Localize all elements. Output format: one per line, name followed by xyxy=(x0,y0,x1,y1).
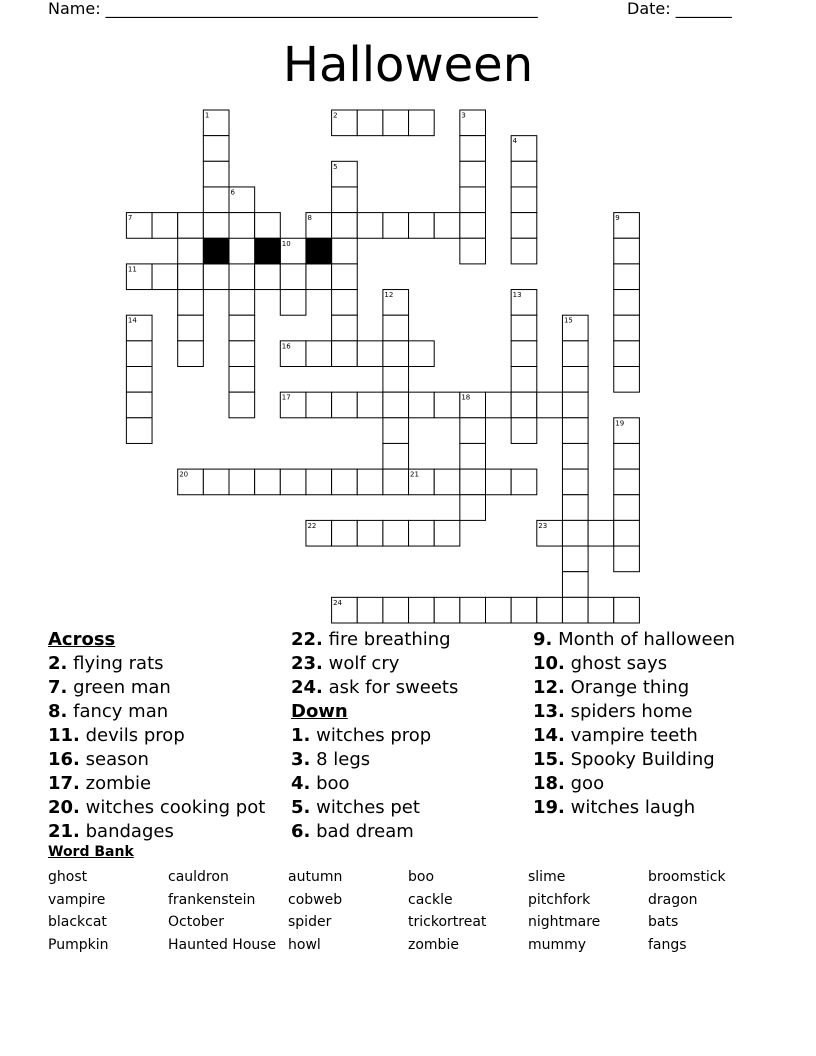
clue-item xyxy=(48,772,265,796)
grid-cell[interactable] xyxy=(178,315,204,341)
cell-number: 5 xyxy=(333,162,338,171)
grid-cell[interactable] xyxy=(383,367,409,393)
clue-text: season xyxy=(85,749,149,770)
clue-number: 22. xyxy=(291,629,323,650)
grid-cell[interactable] xyxy=(357,341,383,367)
clue-number: 4. xyxy=(291,773,311,794)
clue-number: 18. xyxy=(533,773,565,794)
clue-number: 24. xyxy=(291,677,323,698)
grid-cell[interactable] xyxy=(614,341,640,367)
puzzle-title: Halloween xyxy=(282,37,534,93)
grid-cell[interactable] xyxy=(614,520,640,546)
word-bank-word: cackle xyxy=(408,892,453,908)
cell-number: 6 xyxy=(230,188,235,197)
clue-text: 8 legs xyxy=(316,749,371,770)
grid-cell[interactable] xyxy=(562,597,588,623)
grid-cell[interactable] xyxy=(203,187,229,213)
word-bank-word: autumn xyxy=(288,869,343,885)
grid-cell[interactable] xyxy=(537,392,563,418)
clue-text: Orange thing xyxy=(570,677,690,698)
clue-number: 7. xyxy=(48,677,68,698)
grid-cell[interactable] xyxy=(486,392,512,418)
grid-cell[interactable] xyxy=(306,469,332,495)
grid-cell[interactable] xyxy=(203,469,229,495)
grid-cell[interactable] xyxy=(409,520,435,546)
grid-cell[interactable] xyxy=(434,213,460,239)
clue-text: fire breathing xyxy=(328,629,451,650)
grid-cell[interactable] xyxy=(229,392,255,418)
word-bank-word: Pumpkin xyxy=(48,937,109,953)
word-bank-word: boo xyxy=(408,869,435,885)
grid-cell[interactable] xyxy=(229,469,255,495)
grid-cell[interactable] xyxy=(588,597,614,623)
grid-cell[interactable] xyxy=(229,315,255,341)
grid-cell[interactable] xyxy=(306,341,332,367)
clue-text: bad dream xyxy=(316,821,414,842)
grid-cell[interactable] xyxy=(562,546,588,572)
across-heading: Across xyxy=(48,629,116,650)
grid-cell[interactable] xyxy=(409,213,435,239)
cell-number: 10 xyxy=(281,239,291,248)
clue-number: 11. xyxy=(48,725,80,746)
grid-cell[interactable] xyxy=(332,187,358,213)
grid-cell[interactable] xyxy=(562,520,588,546)
black-cell xyxy=(255,238,281,264)
cell-number: 16 xyxy=(281,342,291,351)
grid-cell[interactable] xyxy=(614,264,640,290)
grid-cell[interactable] xyxy=(203,136,229,162)
grid-cell[interactable] xyxy=(332,520,358,546)
grid-cell[interactable] xyxy=(486,597,512,623)
grid-cell[interactable] xyxy=(229,264,255,290)
grid-cell[interactable] xyxy=(357,520,383,546)
grid-cell[interactable] xyxy=(434,392,460,418)
grid-cell[interactable] xyxy=(614,597,640,623)
grid-cell[interactable] xyxy=(126,341,152,367)
clue-item xyxy=(533,724,735,748)
grid-cell[interactable] xyxy=(203,264,229,290)
cell-number: 19 xyxy=(615,419,625,428)
clue-text: zombie xyxy=(85,773,152,794)
word-bank-word: nightmare xyxy=(528,914,601,930)
grid-cell[interactable] xyxy=(332,213,358,239)
clue-item xyxy=(48,700,265,724)
clue-text: flying rats xyxy=(73,653,164,674)
word-bank-word: mummy xyxy=(528,937,587,953)
grid-cell[interactable] xyxy=(357,110,383,136)
grid-cell[interactable] xyxy=(460,136,486,162)
clue-item xyxy=(533,652,735,676)
cell-number: 14 xyxy=(127,316,137,325)
grid-cell[interactable] xyxy=(511,187,537,213)
word-bank-word: spider xyxy=(288,914,332,930)
clue-text: fancy man xyxy=(73,701,169,722)
clue-number: 12. xyxy=(533,677,565,698)
grid-cell[interactable] xyxy=(255,469,281,495)
clue-number: 13. xyxy=(533,701,565,722)
clue-number: 6. xyxy=(291,821,311,842)
clue-text: green man xyxy=(73,677,171,698)
word-bank-word: Haunted House xyxy=(168,937,277,953)
clue-text: Spooky Building xyxy=(570,749,715,770)
grid-cell[interactable] xyxy=(614,367,640,393)
name-field-label: Name: ______________________________________________________ xyxy=(48,0,538,18)
black-cell xyxy=(203,238,229,264)
clue-text: ask for sweets xyxy=(328,677,459,698)
grid-cell[interactable] xyxy=(306,392,332,418)
grid-cell[interactable] xyxy=(434,597,460,623)
grid-cell[interactable] xyxy=(511,469,537,495)
clue-text: witches pet xyxy=(316,797,420,818)
grid-cell[interactable] xyxy=(280,290,306,316)
clue-item xyxy=(291,820,458,844)
grid-cell[interactable] xyxy=(460,187,486,213)
cell-number: 24 xyxy=(333,598,343,607)
grid-cell[interactable] xyxy=(614,546,640,572)
grid-cell[interactable] xyxy=(562,418,588,444)
grid-cell[interactable] xyxy=(614,469,640,495)
grid-cell[interactable] xyxy=(357,597,383,623)
cell-number: 4 xyxy=(512,137,518,146)
clue-item xyxy=(291,628,458,652)
grid-cell[interactable] xyxy=(409,597,435,623)
word-bank-word: bats xyxy=(648,914,679,930)
word-bank-word: fangs xyxy=(648,937,687,953)
clue-number: 19. xyxy=(533,797,565,818)
grid-cell[interactable] xyxy=(562,572,588,598)
word-bank-word: cobweb xyxy=(288,892,343,908)
cell-number: 12 xyxy=(384,291,394,300)
cell-number: 18 xyxy=(461,393,471,402)
grid-cell[interactable] xyxy=(614,315,640,341)
clue-item xyxy=(291,772,458,796)
grid-cell[interactable] xyxy=(229,213,255,239)
word-bank-word: October xyxy=(168,914,225,930)
clue-text: ghost says xyxy=(570,653,668,674)
grid-cell[interactable] xyxy=(280,469,306,495)
word-bank-word: zombie xyxy=(408,937,459,953)
word-bank-word: howl xyxy=(288,937,321,953)
word-bank-word: broomstick xyxy=(648,869,726,885)
grid-cell[interactable] xyxy=(562,392,588,418)
grid-cell[interactable] xyxy=(562,367,588,393)
clue-text: devils prop xyxy=(85,725,185,746)
grid-cell[interactable] xyxy=(614,290,640,316)
cell-number: 11 xyxy=(127,265,137,274)
grid-cell[interactable] xyxy=(203,213,229,239)
grid-cell[interactable] xyxy=(614,443,640,469)
grid-cell[interactable] xyxy=(460,597,486,623)
clue-item xyxy=(533,700,735,724)
clue-text: vampire teeth xyxy=(570,725,698,746)
grid-cell[interactable] xyxy=(383,315,409,341)
clue-item xyxy=(48,796,265,820)
clue-number: 5. xyxy=(291,797,311,818)
grid-cell[interactable] xyxy=(511,418,537,444)
grid-cell[interactable] xyxy=(332,315,358,341)
clue-text: witches prop xyxy=(316,725,432,746)
grid-cell[interactable] xyxy=(203,161,229,187)
word-bank-word: ghost xyxy=(48,869,88,885)
cell-number: 9 xyxy=(615,214,620,223)
clue-text: Month of halloween xyxy=(558,629,736,650)
clue-item xyxy=(48,724,265,748)
grid-cell[interactable] xyxy=(280,264,306,290)
grid-cell[interactable] xyxy=(383,110,409,136)
grid-cell[interactable] xyxy=(332,469,358,495)
grid-cell[interactable] xyxy=(434,520,460,546)
grid-cell[interactable] xyxy=(383,392,409,418)
cell-number: 1 xyxy=(204,111,210,120)
clue-number: 8. xyxy=(48,701,68,722)
grid-cell[interactable] xyxy=(537,597,563,623)
clue-text: bandages xyxy=(85,821,174,842)
word-bank-word: pitchfork xyxy=(528,892,591,908)
word-bank-word: vampire xyxy=(48,892,106,908)
grid-cell[interactable] xyxy=(409,392,435,418)
grid-cell[interactable] xyxy=(255,213,281,239)
grid-cell[interactable] xyxy=(460,161,486,187)
word-bank-word: blackcat xyxy=(48,914,107,930)
clue-item xyxy=(291,724,458,748)
grid-cell[interactable] xyxy=(511,597,537,623)
cell-number: 13 xyxy=(512,291,522,300)
grid-cell[interactable] xyxy=(614,495,640,521)
clue-number: 10. xyxy=(533,653,565,674)
clue-item xyxy=(48,820,265,844)
grid-cell[interactable] xyxy=(409,110,435,136)
word-bank-word: dragon xyxy=(648,892,698,908)
grid-cell[interactable] xyxy=(306,264,332,290)
clue-item xyxy=(533,772,735,796)
grid-cell[interactable] xyxy=(178,341,204,367)
word-bank-word: slime xyxy=(528,869,566,885)
grid-cell[interactable] xyxy=(332,264,358,290)
grid-cell[interactable] xyxy=(332,238,358,264)
grid-cell[interactable] xyxy=(562,443,588,469)
grid-cell[interactable] xyxy=(383,418,409,444)
clue-number: 1. xyxy=(291,725,311,746)
clue-item xyxy=(291,652,458,676)
clue-number: 20. xyxy=(48,797,80,818)
clue-item xyxy=(48,652,265,676)
word-bank-word: frankenstein xyxy=(168,892,256,908)
grid-cell[interactable] xyxy=(383,213,409,239)
grid-cell[interactable] xyxy=(460,443,486,469)
grid-cell[interactable] xyxy=(383,520,409,546)
grid-cell[interactable] xyxy=(229,341,255,367)
grid-cell[interactable] xyxy=(511,367,537,393)
grid-cell[interactable] xyxy=(126,418,152,444)
grid-cell[interactable] xyxy=(562,469,588,495)
clue-number: 3. xyxy=(291,749,311,770)
clue-item xyxy=(48,676,265,700)
clue-item xyxy=(48,748,265,772)
clue-text: spiders home xyxy=(570,701,693,722)
clue-text: witches laugh xyxy=(570,797,696,818)
clue-text: witches cooking pot xyxy=(85,797,266,818)
clue-item xyxy=(291,796,458,820)
clue-column-3 xyxy=(533,628,735,820)
clue-item xyxy=(291,748,458,772)
grid-cell[interactable] xyxy=(434,469,460,495)
grid-cell[interactable] xyxy=(255,264,281,290)
clue-number: 2. xyxy=(48,653,68,674)
clue-text: goo xyxy=(570,773,605,794)
grid-cell[interactable] xyxy=(562,495,588,521)
cell-number: 23 xyxy=(538,521,548,530)
grid-cell[interactable] xyxy=(229,367,255,393)
clue-number: 23. xyxy=(291,653,323,674)
cell-number: 3 xyxy=(461,111,466,120)
cell-number: 22 xyxy=(307,521,317,530)
grid-cell[interactable] xyxy=(178,238,204,264)
grid-cell[interactable] xyxy=(332,290,358,316)
grid-cell[interactable] xyxy=(357,469,383,495)
clue-item xyxy=(533,676,735,700)
clue-number: 21. xyxy=(48,821,80,842)
grid-cell[interactable] xyxy=(409,341,435,367)
grid-cell[interactable] xyxy=(460,418,486,444)
grid-cell[interactable] xyxy=(383,469,409,495)
grid-cell[interactable] xyxy=(152,213,178,239)
cell-number: 21 xyxy=(410,470,419,479)
cell-number: 8 xyxy=(307,214,312,223)
grid-cell[interactable] xyxy=(460,469,486,495)
grid-cell[interactable] xyxy=(229,290,255,316)
grid-cell[interactable] xyxy=(178,264,204,290)
grid-cell[interactable] xyxy=(178,290,204,316)
grid-cell[interactable] xyxy=(486,469,512,495)
cell-number: 7 xyxy=(127,214,133,223)
clue-text: wolf cry xyxy=(328,653,400,674)
cell-number: 15 xyxy=(563,316,573,325)
grid-cell[interactable] xyxy=(332,392,358,418)
grid-cell[interactable] xyxy=(332,341,358,367)
grid-cell[interactable] xyxy=(588,520,614,546)
grid-cell[interactable] xyxy=(357,392,383,418)
clue-number: 9. xyxy=(533,629,553,650)
grid-cell[interactable] xyxy=(460,238,486,264)
grid-cell[interactable] xyxy=(383,597,409,623)
down-heading: Down xyxy=(291,701,348,722)
grid-cell[interactable] xyxy=(460,213,486,239)
grid-cell[interactable] xyxy=(357,213,383,239)
grid-cell[interactable] xyxy=(383,443,409,469)
grid-cell[interactable] xyxy=(460,495,486,521)
cell-number: 2 xyxy=(333,111,338,120)
grid-cell[interactable] xyxy=(383,341,409,367)
grid-cell[interactable] xyxy=(511,213,537,239)
grid-cell[interactable] xyxy=(511,238,537,264)
cell-number: 20 xyxy=(179,470,189,479)
grid-cell[interactable] xyxy=(178,213,204,239)
clue-item xyxy=(533,796,735,820)
grid-cell[interactable] xyxy=(614,238,640,264)
word-bank-word: trickortreat xyxy=(408,914,487,930)
grid-cell[interactable] xyxy=(511,341,537,367)
grid-cell[interactable] xyxy=(152,264,178,290)
cell-number: 17 xyxy=(281,393,291,402)
grid-cell[interactable] xyxy=(126,392,152,418)
clue-number: 15. xyxy=(533,749,565,770)
clue-item xyxy=(533,748,735,772)
clue-column-1 xyxy=(48,628,265,844)
clue-item xyxy=(533,628,735,652)
word-bank-title: Word Bank xyxy=(48,844,134,860)
clue-number: 14. xyxy=(533,725,565,746)
clue-text: boo xyxy=(316,773,350,794)
grid-cell[interactable] xyxy=(511,392,537,418)
clue-item xyxy=(291,676,458,700)
grid-cell[interactable] xyxy=(511,315,537,341)
grid-cell[interactable] xyxy=(562,341,588,367)
clue-column-2 xyxy=(291,628,458,844)
clue-number: 17. xyxy=(48,773,80,794)
date-field-label: Date: _______ xyxy=(627,0,732,18)
black-cell xyxy=(306,238,332,264)
word-bank-word: cauldron xyxy=(168,869,229,885)
grid-cell[interactable] xyxy=(126,367,152,393)
clue-number: 16. xyxy=(48,749,80,770)
grid-cell[interactable] xyxy=(511,161,537,187)
